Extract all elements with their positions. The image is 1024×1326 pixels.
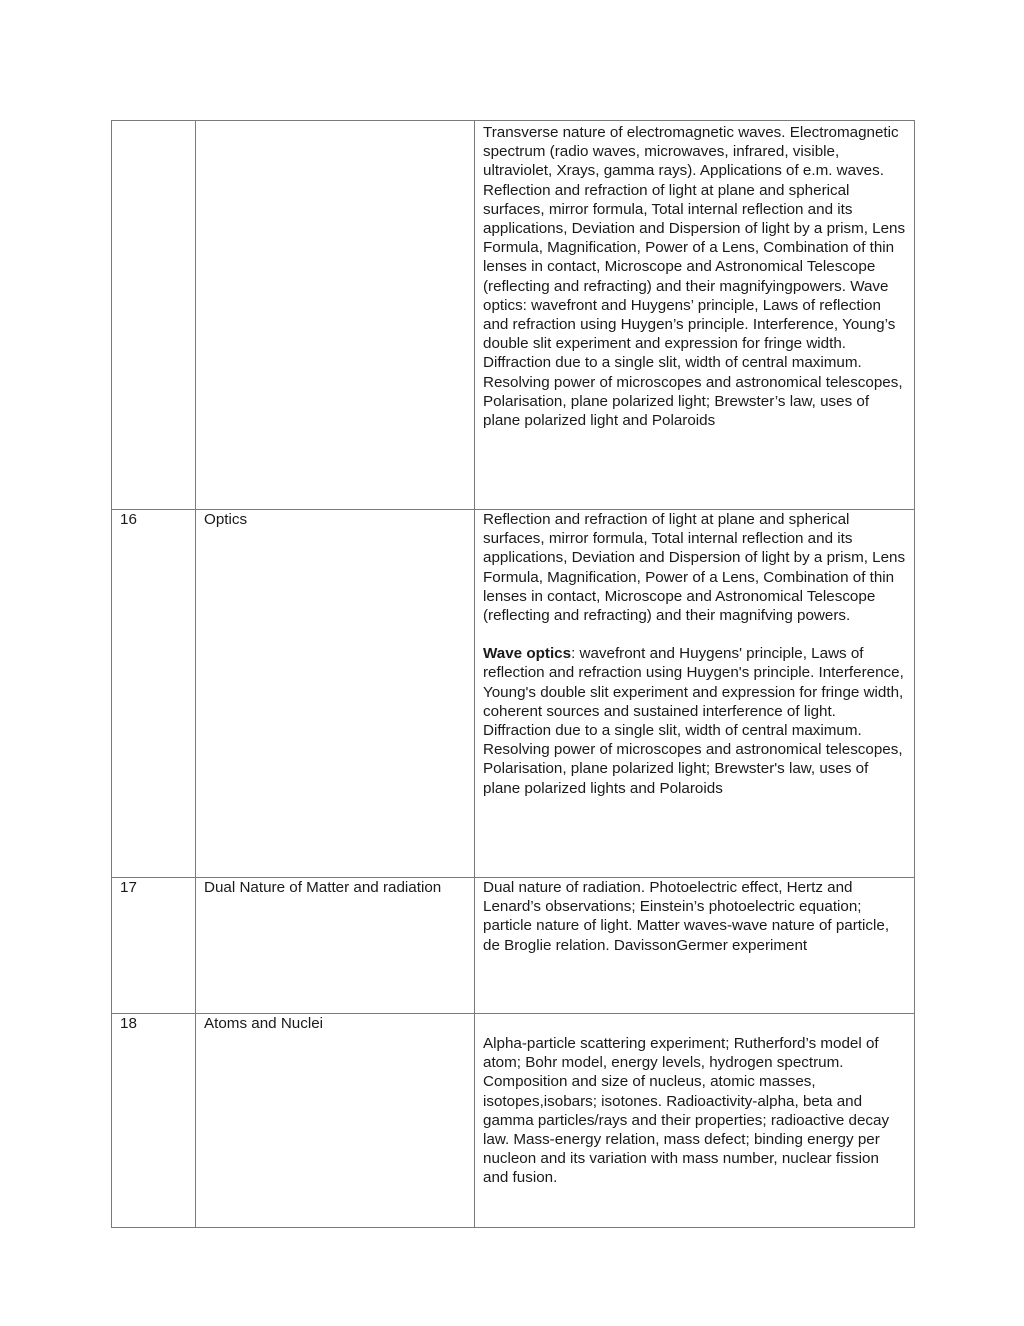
- table-row: [112, 878, 915, 1014]
- unit-number-cell: 18: [112, 1014, 196, 1228]
- topics-paragraph: [483, 644, 906, 798]
- unit-number-cell: [112, 121, 196, 510]
- syllabus-table: [111, 120, 915, 1228]
- unit-number-cell: 17: [112, 878, 196, 1014]
- topics-paragraph: [483, 878, 906, 955]
- topics-paragraph: [483, 1034, 906, 1188]
- topics-text: : wavefront and Huygens' principle, Laws of reflection and refraction using Huygen's principle. Interference, Young's double slit experiment and expression for fringe width, coherent sources and sustained interference of light. Diffraction due to a single slit, width of central maximum. Resolving power of microscopes and astronomical telescopes, Polarisation, plane polarized light; Brewster's law, uses of plane polarized lights and Polaroids: [483, 645, 904, 797]
- topics-paragraph: [483, 123, 906, 430]
- unit-name-cell: Optics: [196, 510, 475, 878]
- topics-lead: Wave optics: [483, 645, 572, 663]
- table-row: [112, 1014, 915, 1228]
- topics-text: Dual nature of radiation. Photoelectric effect, Hertz and Lenard’s observations; Einstein’s photoelectric equation; particle nature of light. Matter waves-wave nature of particle, de Broglie relation. DavissonGermer experiment: [483, 879, 890, 954]
- table-row: [112, 121, 915, 510]
- topics-cell: [475, 1014, 915, 1228]
- unit-name-cell: Dual Nature of Matter and radiation: [196, 878, 475, 1014]
- topics-text: Transverse nature of electromagnetic waves. Electromagnetic spectrum (radio waves, microwaves, infrared, visible, ultraviolet, Xrays, gamma rays). Applications of e.m. waves. Reflection and refraction of light at plane and spherical surfaces, mirror formula, Total internal reflection and its applications, Deviation and Dispersion of light by a prism, Lens Formula, Magnification, Power of a Lens, Combination of thin lenses in contact, Microscope and Astronomical Telescope (reflecting and refracting) and their magnifyingpowers. Wave optics: wavefront and Huygens’ principle, Laws of reflection and refraction using Huygen’s principle. Interference, Young’s double slit experiment and expression for fringe width. Diffraction due to a single slit, width of central maximum. Resolving power of microscopes and astronomical telescopes, Polarisation, plane polarized light; Brewster’s law, uses of plane polarized light and Polaroids: [483, 124, 906, 430]
- topics-paragraph: [483, 510, 906, 625]
- topics-text: Reflection and refraction of light at plane and spherical surfaces, mirror formula, Total internal reflection and its applications, Deviation and Dispersion of light by a prism, Lens Formula, Magnification, Power of a Lens, Combination of thin lenses in contact, Microscope and Astronomical Telescope (reflecting and refracting) and their magnifving powers.: [483, 511, 906, 625]
- unit-name-cell: Atoms and Nuclei: [196, 1014, 475, 1228]
- topics-text: Alpha-particle scattering experiment; Rutherford’s model of atom; Bohr model, energy levels, hydrogen spectrum. Composition and size of nucleus, atomic masses, isotopes,isobars; isotones. Radioactivity-alpha, beta and gamma particles/rays and their properties; radioactive decay law. Mass-energy relation, mass defect; binding energy per nucleon and its variation with mass number, nuclear fission and fusion.: [483, 1035, 890, 1187]
- unit-name-cell: [196, 121, 475, 510]
- topics-cell: [475, 121, 915, 510]
- unit-number-cell: 16: [112, 510, 196, 878]
- table-row: [112, 510, 915, 878]
- topics-cell: [475, 510, 915, 878]
- topics-cell: [475, 878, 915, 1014]
